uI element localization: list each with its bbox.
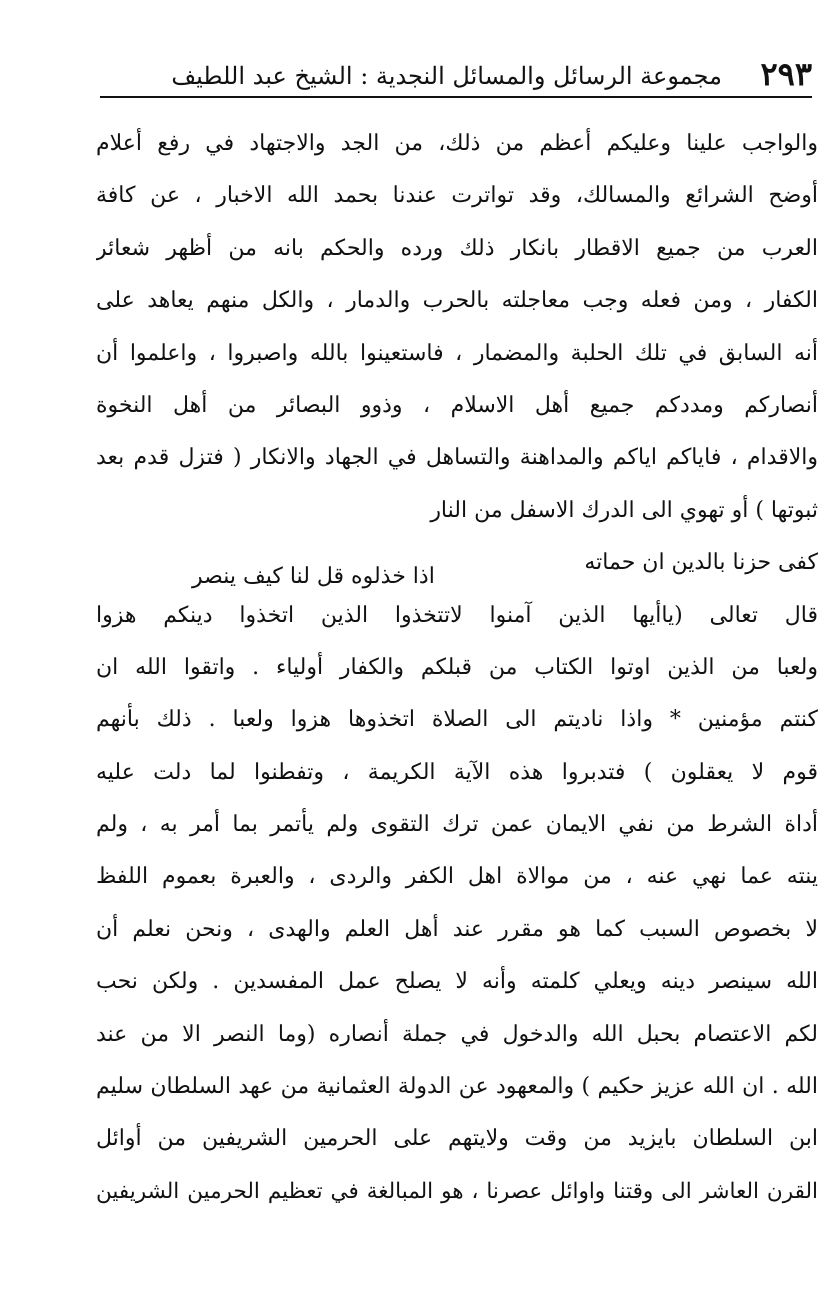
text-line: الله . ان الله عزيز حكيم ) والمعهود عن الدولة العثمانية من عهد السلطان سليم (96, 1074, 818, 1100)
text-line: ابن السلطان بايزيد من وقت ولايتهم على الحرمين الشريفين من أوائل (96, 1126, 818, 1152)
text-line: والواجب علينا وعليكم أعظم من ذلك، من الجد والاجتهاد في رفع أعلام (96, 131, 818, 156)
text-line: قال تعالى (ياأيها الذين آمنوا لاتتخذوا الذين اتخذوا دينكم هزوا (96, 602, 818, 628)
poetry-verse (96, 537, 818, 589)
text-line: أنصاركم ومددكم جميع أهل الاسلام ، وذوو البصائر من أهل النخوة (96, 392, 818, 418)
text-line: أنه السابق في تلك الحلبة والمضمار ، فاستعينوا بالله واصبروا ، واعلموا أن (96, 340, 818, 366)
text-line: قوم لا يعقلون ) فتدبروا هذه الآية الكريمة ، وتفطنوا لما دلت عليه (96, 759, 818, 785)
text-line: أداة الشرط من نفي الايمان عمن ترك التقوى ولم يأتمر بما أمر به ، ولم (96, 812, 818, 838)
header-rule (100, 96, 812, 98)
page-header (100, 52, 812, 96)
page-number: ٢٩٣ (760, 55, 812, 93)
text-line: لا بخصوص السبب كما هو مقرر عند أهل العلم والهدى ، ونحن نعلم أن (96, 916, 818, 942)
text-line: لكم الاعتصام بحبل الله والدخول في جملة أنصاره (وما النصر الا من عند (96, 1021, 818, 1047)
running-title: مجموعة الرسائل والمسائل النجدية : الشيخ عبد اللطيف (171, 62, 722, 90)
text-line: والاقدام ، فاياكم اياكم والمداهنة والتساهل في الجهاد والانكار ( فتزل قدم بعد (96, 445, 818, 471)
text-line: ولعبا من الذين اوتوا الكتاب من قبلكم والكفار أولياء . واتقوا الله ان (96, 654, 818, 680)
verse-first-hemistich: كفى حزنا بالدين ان حماته (584, 550, 818, 576)
text-line: القرن العاشر الى وقتنا واوائل عصرنا ، هو المبالغة في تعظيم الحرمين الشريفين (96, 1178, 818, 1204)
text-line: العرب من جميع الاقطار بانكار ذلك ورده والحكم بانه من أظهر شعائر (96, 235, 818, 261)
body-text (96, 118, 818, 1218)
text-line: الكفار ، ومن فعله وجب معاجلته بالحرب والدمار ، والكل منهم يعاهد على (96, 288, 818, 314)
text-line: الله سينصر دينه ويعلي كلمته وأنه لا يصلح عمل المفسدين . ولكن نحب (96, 969, 818, 995)
verse-second-hemistich: اذا خذلوه قل لنا كيف ينصر (192, 564, 435, 590)
text-line: أوضح الشرائع والمسالك، وقد تواترت عندنا بحمد الله الاخبار ، عن كافة (96, 183, 818, 209)
text-line: كنتم مؤمنين * واذا ناديتم الى الصلاة اتخذوها هزوا ولعبا . ذلك بأنهم (96, 707, 818, 733)
text-line: ثبوتها ) أو تهوي الى الدرك الاسفل من النار (430, 497, 818, 523)
text-line: ينته عما نهي عنه ، من موالاة اهل الكفر والردى ، والعبرة بعموم اللفظ (96, 864, 818, 890)
